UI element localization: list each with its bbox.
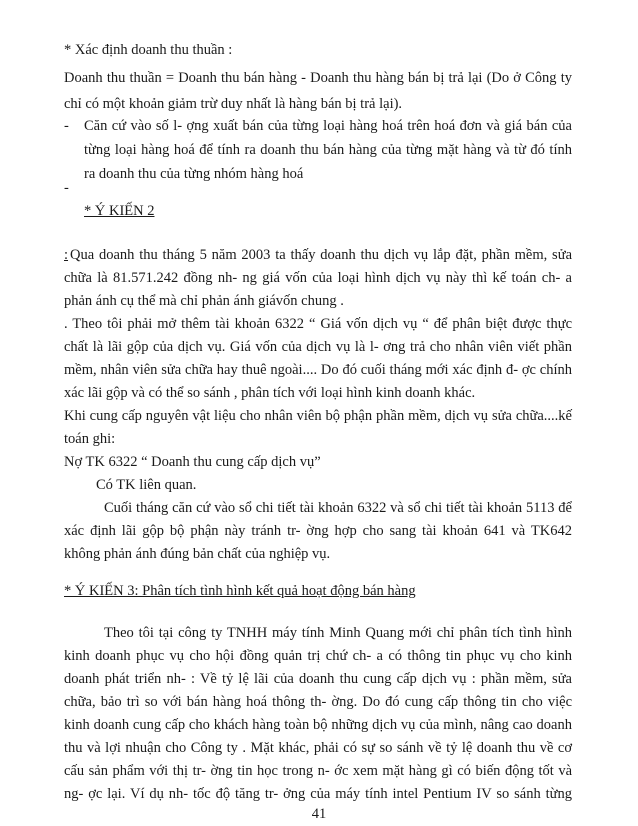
text-line: doanh phát triển nh- : Về tỷ lệ lãi của doanh thu cung cấp dịch vụ : phần mềm, sửa — [64, 671, 572, 687]
bullet-dash: - — [64, 118, 69, 134]
text-line: xác định lãi gộp bộ phận này tránh tr- ờng hợp cho sang tài khoản 641 và TK642 — [64, 523, 572, 539]
text-line: Khi cung cấp nguyên vật liệu cho nhân viên bộ phận phần mềm, dịch vụ sửa chữa....kế — [64, 408, 572, 424]
journal-credit-line: Có TK liên quan. — [96, 477, 197, 493]
bullet-text-line: ra doanh thu của từng nhóm hàng hoá — [84, 166, 304, 182]
text-line: phản ánh cụ thể mà chỉ phản ánh giávốn chung . — [64, 293, 344, 309]
text-line: ng- ợc lại. Ví dụ nh- tốc độ tăng tr- ởng của máy tính intel Pentium IV so sánh từng — [64, 786, 572, 802]
bullet-text-line: từng loại hàng hoá để tính ra doanh thu bán hàng của từng mặt hàng và từ đó tính — [84, 142, 572, 158]
text-line: không phản ánh đúng bản chất của nghiệp vụ. — [64, 546, 331, 562]
text-line: Cuối tháng căn cứ vào sổ chi tiết tài khoản 6322 và sổ chi tiết tài khoản 5113 để — [104, 500, 572, 516]
text-line: chất là lãi gộp của dịch vụ. Giá vốn của dịch vụ là l- ơng trả cho nhân viên viết phần — [64, 339, 572, 355]
text-line: chữa, bảo trì so với bán hàng hoá thông th- ờng. Do đó cung cấp thông tin cho việc — [64, 694, 572, 710]
text-line: xác lãi gộp và có thể so sánh , phân tích với loại hình kinh doanh khác. — [64, 385, 476, 401]
text-line: thu và lợi nhuận cho Công ty . Mặt khác, phải có sự so sánh về tỷ lệ doanh thu về cơ — [64, 740, 572, 756]
text-line: Theo tôi tại công ty TNHH máy tính Minh Quang mới chỉ phân tích tình hình — [104, 625, 572, 641]
text-line: chỉ có một khoản giảm trừ duy nhất là hàng bán bị trả lại). — [64, 96, 403, 112]
journal-debit-line: Nợ TK 6322 “ Doanh thu cung cấp dịch vụ” — [64, 454, 321, 470]
formula-line: Doanh thu thuần = Doanh thu bán hàng - Doanh thu hàng bán bị trả lại (Do ở Công ty — [64, 70, 572, 86]
heading-net-revenue: * Xác định doanh thu thuần : — [64, 42, 233, 58]
section-heading-opinion-2: * Ý KIẾN 2 — [84, 203, 155, 219]
bullet-text-line: Căn cứ vào số l- ợng xuất bán của từng loại hàng hoá trên hoá đơn và giá bán của — [84, 118, 572, 134]
page-number: 41 — [311, 806, 327, 822]
text-line: kinh doanh cung cấp cho khách hàng toàn bộ những dịch vụ của mình, nâng cao doanh — [64, 717, 572, 733]
text-line: kinh doanh phục vụ cho hội đồng quản trị chứ ch- a có thông tin phục vụ cho kinh — [64, 648, 572, 664]
text-line: cấu sản phẩm với thị tr- ờng tin học trong n- ớc xem mặt hàng gì có biến động tốt và — [64, 763, 572, 779]
text-line: toán ghi: — [64, 431, 116, 447]
colon-mark: : — [64, 247, 69, 263]
text-line: . Theo tôi phải mở thêm tài khoản 6322 “ Giá vốn dịch vụ “ để phân biệt được thực — [64, 316, 572, 332]
section-heading-opinion-3: * Ý KIẾN 3: Phân tích tình hình kết quả hoạt động bán hàng — [64, 583, 416, 599]
text-line: mềm, nhân viên sửa chữa hay thuê ngoài.... Do đó cuối tháng mới xác định đ- ợc chính — [64, 362, 572, 378]
text-line: chữa là 81.571.242 đồng nh- ng giá vốn của loại hình dịch vụ này thì kế toán ch- a — [64, 270, 572, 286]
text-line: Qua doanh thu tháng 5 năm 2003 ta thấy doanh thu dịch vụ lắp đặt, phần mềm, sửa — [70, 247, 572, 263]
bullet-dash: - — [64, 180, 69, 196]
